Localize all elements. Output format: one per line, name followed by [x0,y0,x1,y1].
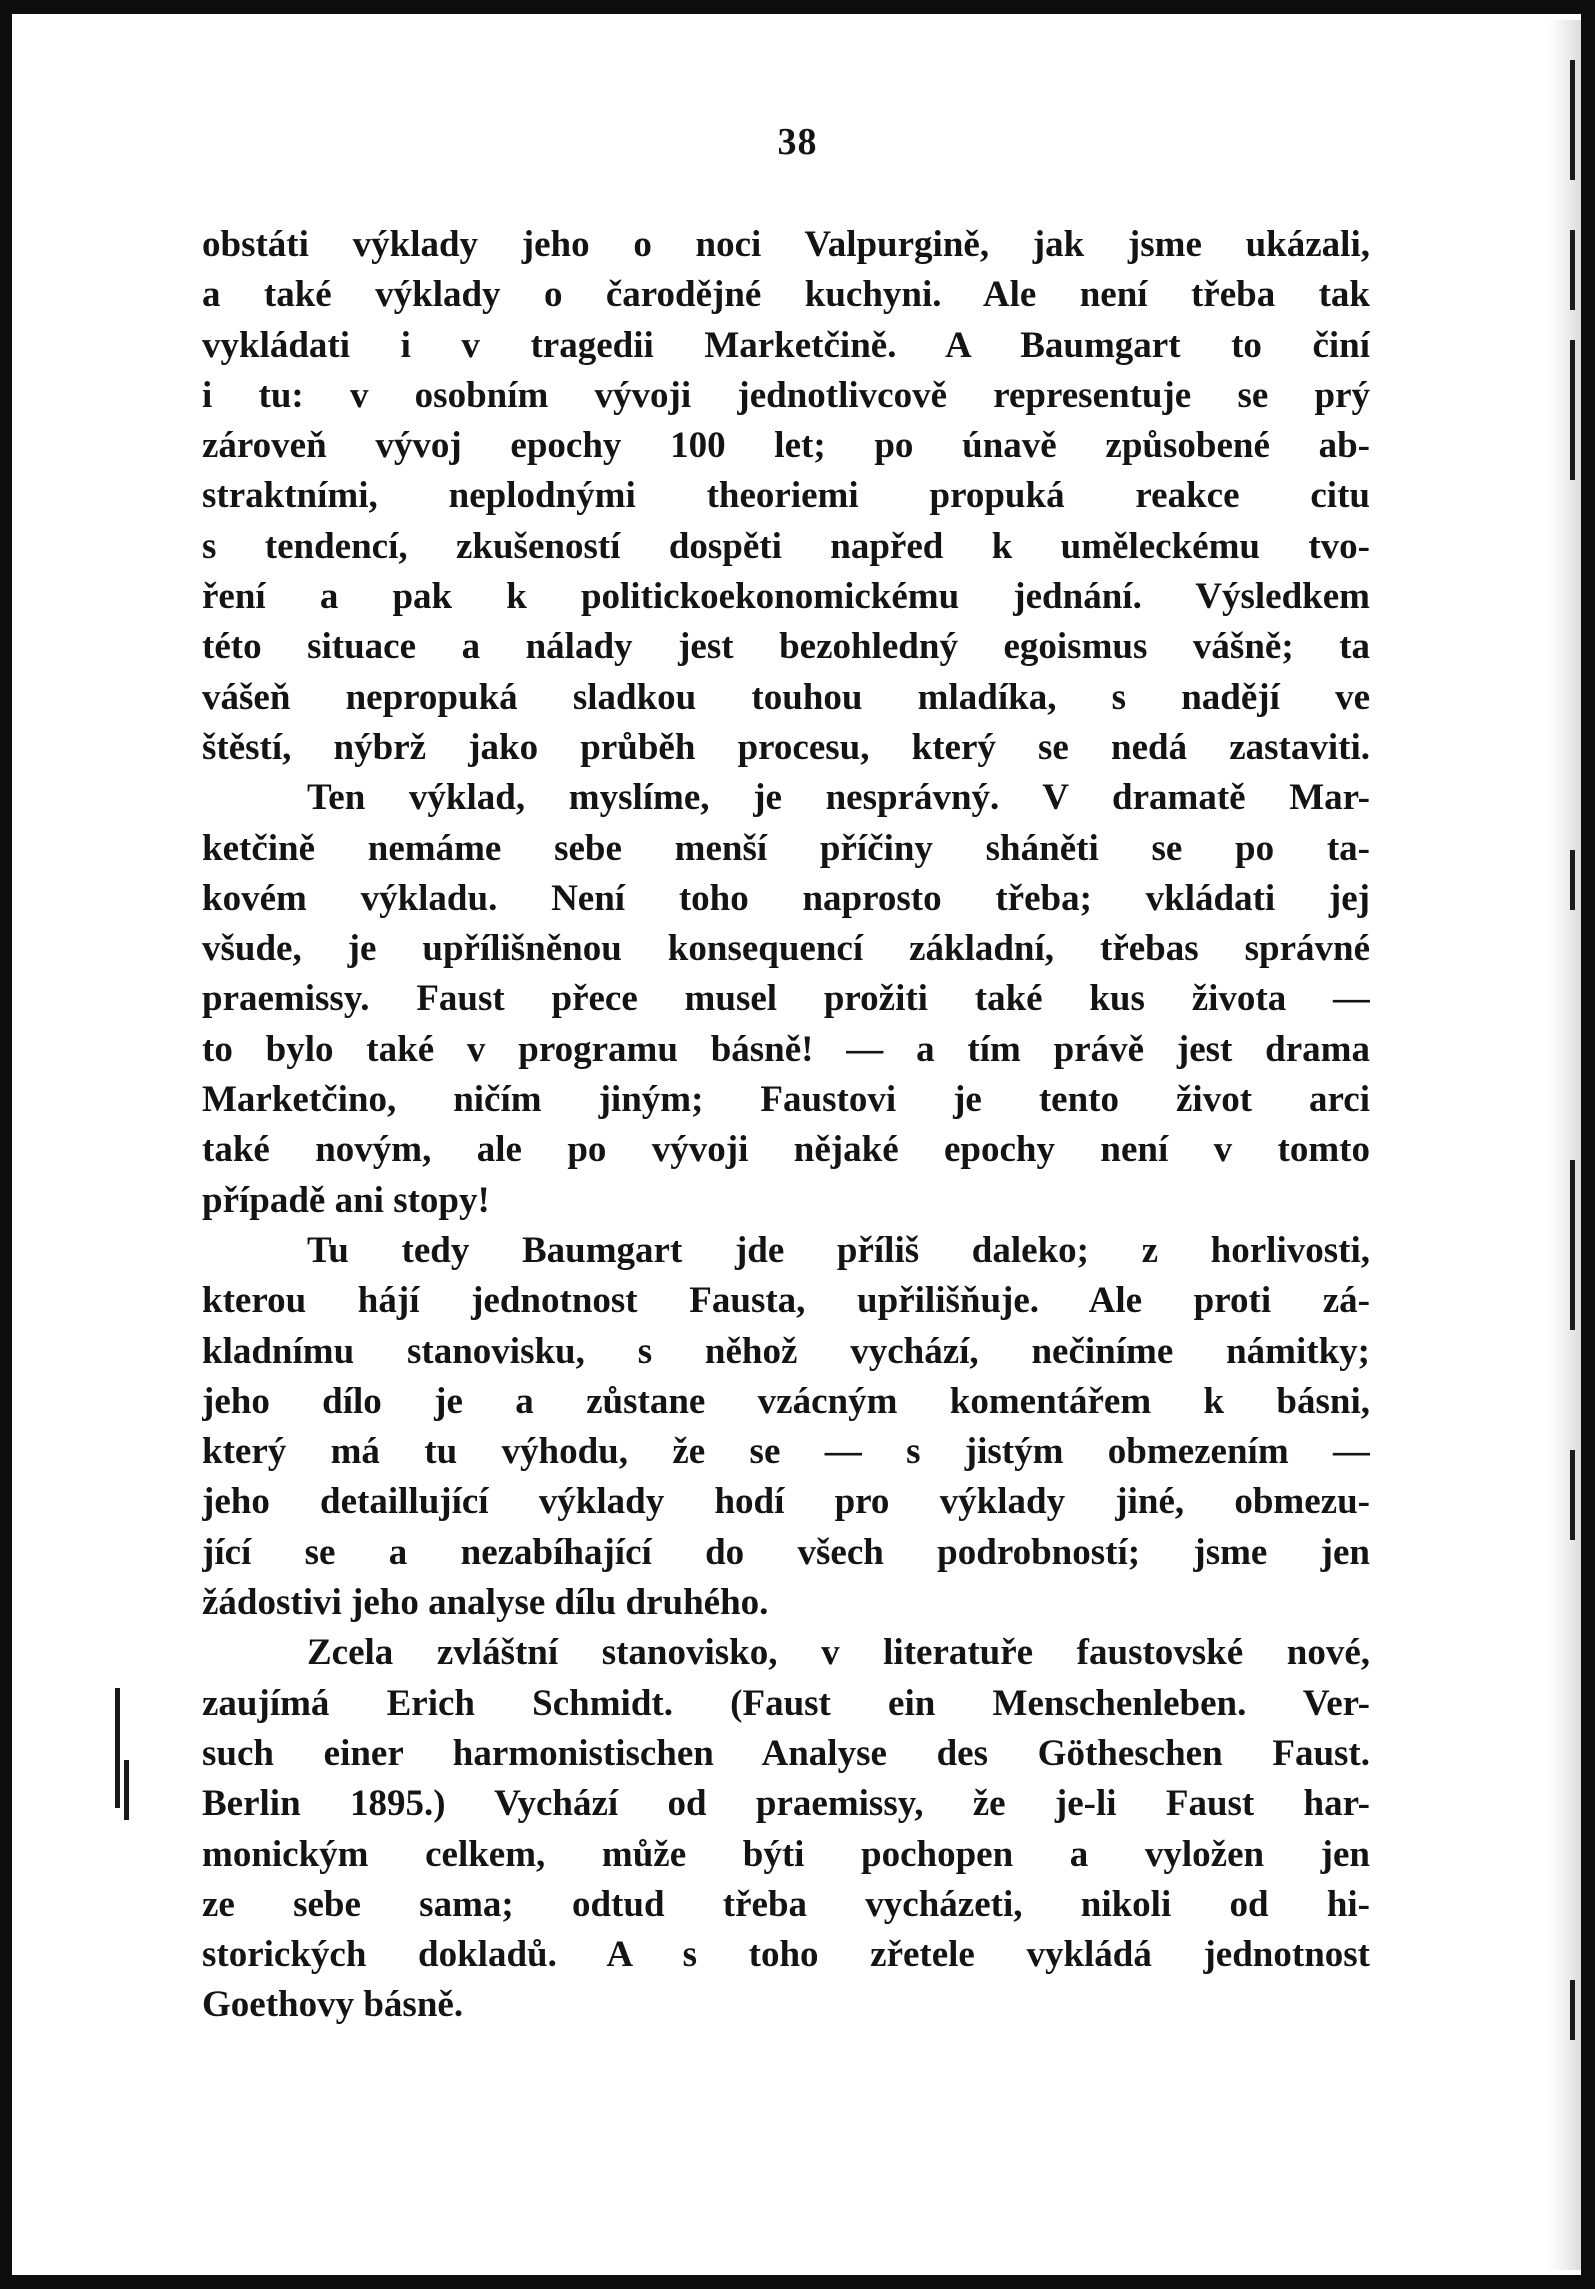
edge-mark [1570,1450,1575,1540]
text-line: této situace a nálady jest bezohledný egoismus vášně; ta [202,626,1370,668]
text-line: ze sebe sama; odtud třeba vycházeti, nikoli od hi- [202,1883,1370,1925]
edge-mark [1570,230,1575,310]
text-line: který má tu výhodu, že se — s jistým obmezením — [202,1431,1370,1473]
text-line: monickým celkem, může býti pochopen a vyložen jen [202,1833,1370,1875]
text-line: vykládati i v tragedii Marketčině. A Baumgart to činí [202,324,1370,366]
body-text [202,220,1370,2031]
text-line: jeho detaillující výklady hodí pro výklady jiné, obmezu- [202,1481,1370,1523]
text-line: kladnímu stanovisku, s něhož vychází, nečiníme námitky; [202,1330,1370,1372]
text-line: všude, je upřílišněnou konsequencí základní, třebas správné [202,928,1370,970]
page-number: 38 [777,121,818,163]
text-line: praemissy. Faust přece musel prožiti také kus života — [202,978,1370,1020]
text-line: a také výklady o čarodějné kuchyni. Ale není třeba tak [202,274,1370,316]
text-line: zaujímá Erich Schmidt. (Faust ein Menschenleben. Ver- [202,1682,1370,1724]
paragraph-end-line: žádostivi jeho analyse dílu druhého. [202,1582,769,1624]
page-gutter-shadow [1547,20,1581,2270]
paragraph-end-line: případě ani stopy! [202,1179,490,1221]
text-line: storických dokladů. A s toho zřetele vykládá jednotnost [202,1934,1370,1976]
edge-mark [1570,1160,1575,1330]
text-line: ření a pak k politickoekonomickému jednání. Výsledkem [202,576,1370,618]
text-line: such einer harmonistischen Analyse des Götheschen Faust. [202,1732,1370,1774]
text-line: i tu: v osobním vývoji jednotlivcově representuje se prý [202,374,1370,416]
text-line: štěstí, nýbrž jako průběh procesu, který se nedá zastaviti. [202,726,1370,768]
text-line: obstáti výklady jeho o noci Valpurgině, jak jsme ukázali, [202,224,1370,265]
edge-mark [1570,340,1575,480]
text-line: Marketčino, ničím jiným; Faustovi je tento život arci [202,1079,1370,1121]
text-line: to bylo také v programu básně! — a tím právě jest drama [202,1028,1370,1070]
text-line: straktními, neplodnými theoriemi propuká reakce citu [202,475,1370,517]
edge-mark [1570,1980,1575,2040]
margin-line-mark [115,1688,120,1808]
edge-mark [1570,850,1575,910]
text-line: vášeň nepropuká sladkou touhou mladíka, s nadějí ve [202,676,1370,718]
text-line: jící se a nezabíhající do všech podrobností; jsme jen [202,1531,1370,1573]
text-line: jeho dílo je a zůstane vzácným komentářem k básni, [202,1380,1370,1422]
text-line: ketčině nemáme sebe menší příčiny sháněti se po ta- [202,827,1370,869]
text-line: Berlin 1895.) Vychází od praemissy, že je-li Faust har- [202,1783,1370,1825]
text-line: také novým, ale po vývoji nějaké epochy není v tomto [202,1129,1370,1171]
paragraph-start-line: Tu tedy Baumgart jde příliš daleko; z horlivosti, [307,1229,1370,1271]
margin-line-mark [124,1760,129,1820]
text-line: zároveň vývoj epochy 100 let; po únavě způsobené ab- [202,425,1370,467]
paragraph-start-line: Zcela zvláštní stanovisko, v literatuře faustovské nové, [307,1632,1370,1674]
text-line: kovém výkladu. Není toho naprosto třeba; vkládati jej [202,877,1370,919]
paragraph-end-line: Goethovy básně. [202,1984,464,2026]
paragraph-start-line: Ten výklad, myslíme, je nesprávný. V dramatě Mar- [307,777,1370,819]
text-line: kterou hájí jednotnost Fausta, upřilišňuje. Ale proti zá- [202,1280,1370,1322]
text-line: s tendencí, zkušeností dospěti napřed k uměleckému tvo- [202,525,1370,567]
